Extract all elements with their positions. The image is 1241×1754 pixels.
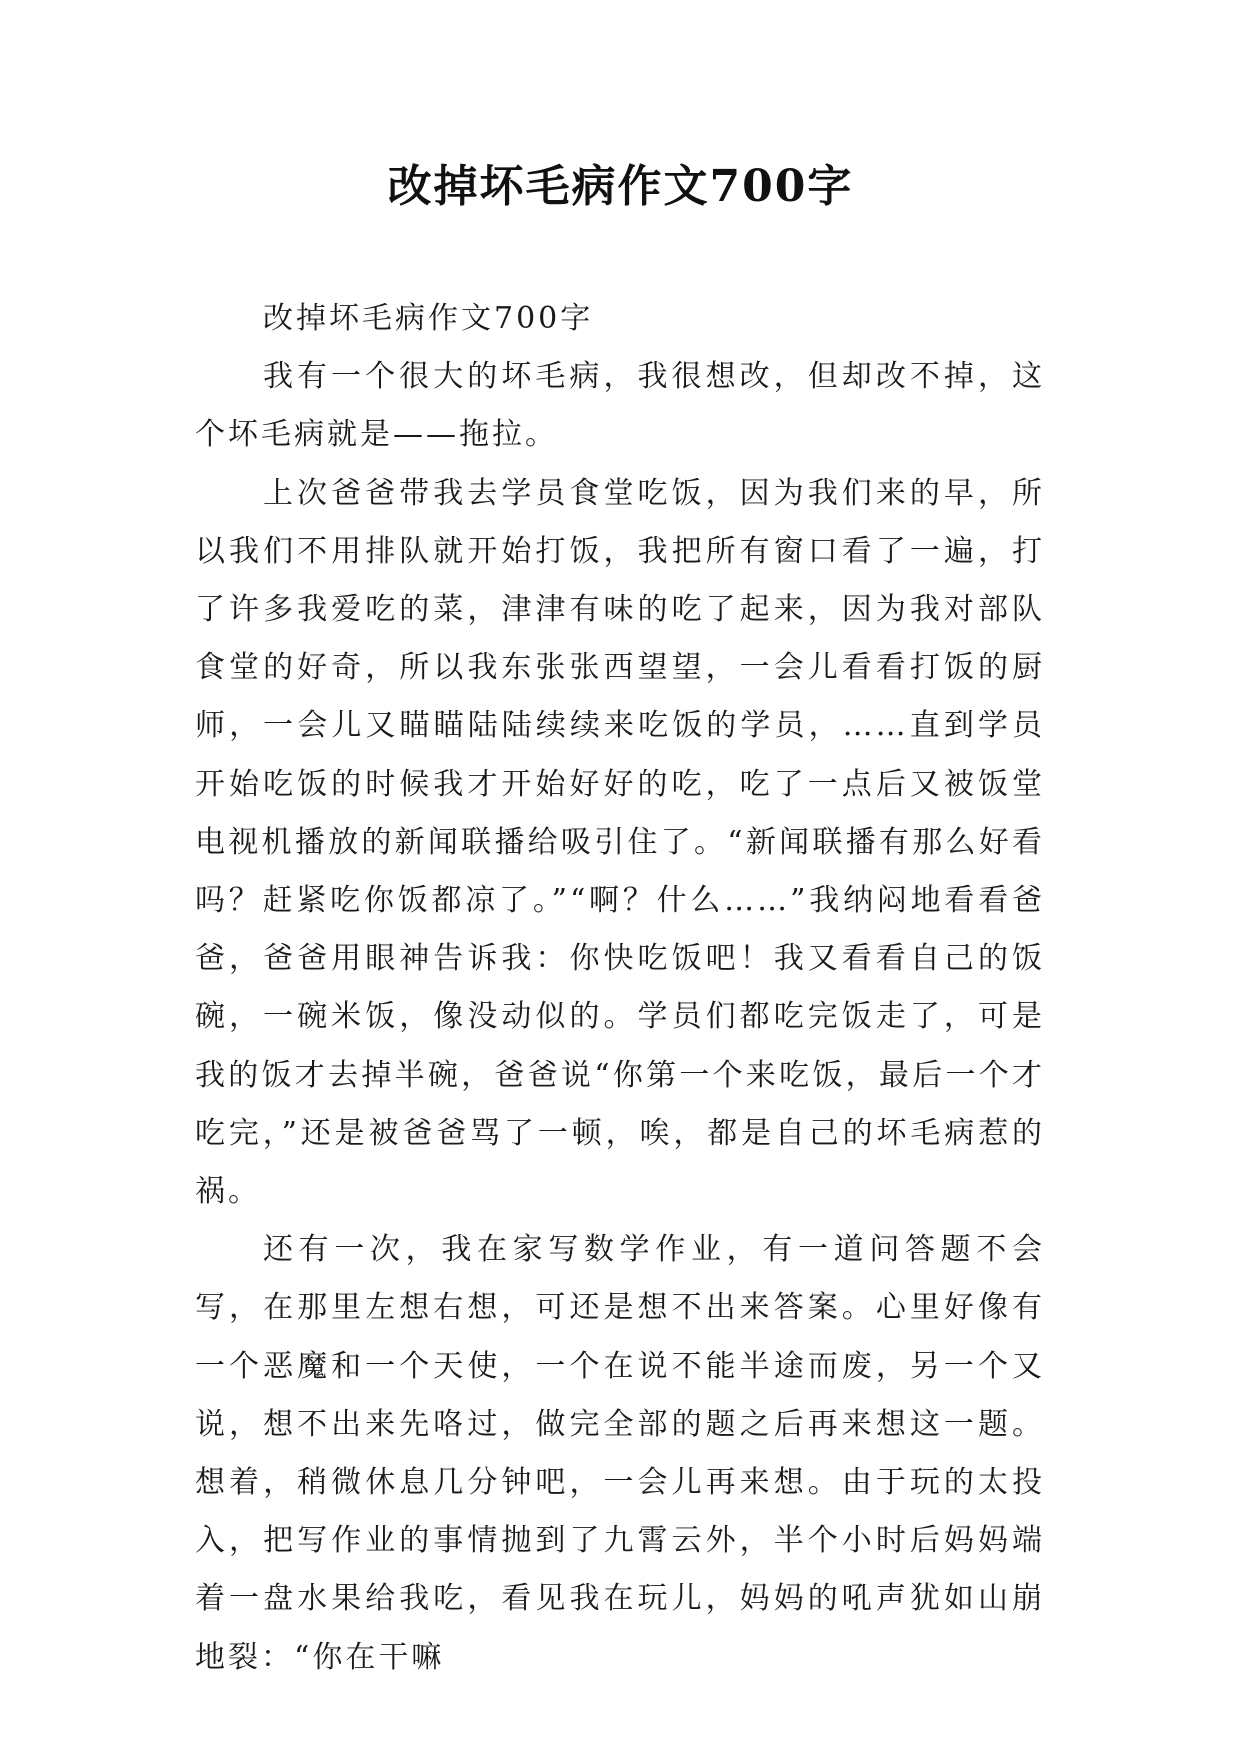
document-body: [195, 290, 1045, 1687]
paragraph-homework-story: 还有一次，我在家写数学作业，有一道问答题不会写，在那里左想右想，可还是想不出来答案。心里好像有一个恶魔和一个天使，一个在说不能半途而废，另一个又说，想不出来先咯过，做完全部的题之后再来想这一题。想着，稍微休息几分钟吧，一会儿再来想。由于玩的太投入，把写作业的事情抛到了九霄云外，半个小时后妈妈端着一盘水果给我吃，看见我在玩儿，妈妈的吼声犹如山崩地裂：“你在干嘛: [195, 1232, 1045, 1675]
document-title: 改掉坏毛病作文700字: [387, 161, 854, 212]
paragraph-heading: 改掉坏毛病作文700字: [263, 301, 594, 336]
paragraph-intro: 我有一个很大的坏毛病，我很想改，但却改不掉，这个坏毛病就是——拖拉。: [195, 359, 1045, 453]
paragraph-canteen-story: 上次爸爸带我去学员食堂吃饭，因为我们来的早，所以我们不用排队就开始打饭，我把所有窗口看了一遍，打了许多我爱吃的菜，津津有味的吃了起来，因为我对部队食堂的好奇，所以我东张张西望望，一会儿看看打饭的厨师，一会儿又瞄瞄陆陆续续来吃饭的学员，……直到学员开始吃饭的时候我才开始好好的吃，吃了一点后又被饭堂电视机播放的新闻联播给吸引住了。“新闻联播有那么好看吗？赶紧吃你饭都凉了。”“啊？什么……”我纳闷地看看爸爸，爸爸用眼神告诉我：你快吃饭吧！我又看看自己的饭碗，一碗米饭，像没动似的。学员们都吃完饭走了，可是我的饭才去掉半碗，爸爸说“你第一个来吃饭，最后一个才吃完，”还是被爸爸骂了一顿，唉，都是自己的坏毛病惹的祸。: [195, 475, 1045, 1210]
